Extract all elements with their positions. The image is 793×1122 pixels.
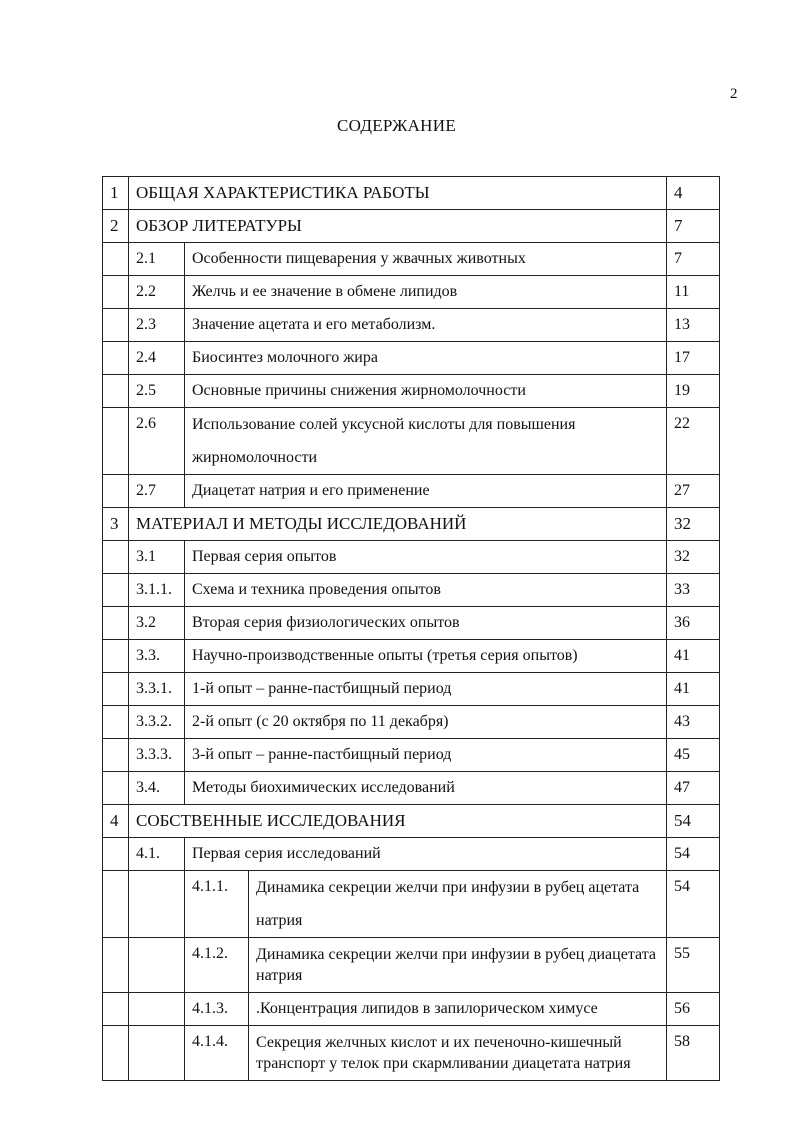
toc-row [103, 739, 720, 772]
toc-page: 4 [667, 177, 720, 210]
toc-number: 2.7 [129, 475, 185, 508]
toc-number: 4.1. [129, 838, 185, 871]
toc-page: 58 [667, 1026, 720, 1081]
toc-number: 3.3.1. [129, 673, 185, 706]
toc-page: 41 [667, 673, 720, 706]
page-number: 2 [730, 86, 738, 102]
toc-row [103, 309, 720, 342]
toc-row [103, 177, 720, 210]
toc-title: 2-й опыт (с 20 октября по 11 декабря) [185, 706, 667, 739]
toc-title: Желчь и ее значение в обмене липидов [185, 276, 667, 309]
toc-title: Динамика секреции желчи при инфузии в рубец ацетата натрия [249, 871, 667, 938]
toc-title: Первая серия исследований [185, 838, 667, 871]
toc-row [103, 706, 720, 739]
toc-title: Биосинтез молочного жира [185, 342, 667, 375]
toc-number: 2.3 [129, 309, 185, 342]
toc-title: Использование солей уксусной кислоты для повышения жирномолочности [185, 408, 667, 475]
toc-row [103, 805, 720, 838]
toc-page: 7 [667, 210, 720, 243]
toc-page: 54 [667, 805, 720, 838]
toc-row [103, 210, 720, 243]
toc-title: МАТЕРИАЛ И МЕТОДЫ ИССЛЕДОВАНИЙ [129, 508, 667, 541]
toc-page: 27 [667, 475, 720, 508]
toc-row [103, 993, 720, 1026]
toc-row [103, 1026, 720, 1081]
toc-title: Секреция желчных кислот и их печеночно-кишечный транспорт у телок при скармливании диацетата натрия [249, 1026, 667, 1081]
toc-number: 2.2 [129, 276, 185, 309]
toc-row [103, 541, 720, 574]
toc-row [103, 640, 720, 673]
toc-page: 13 [667, 309, 720, 342]
toc-title: Основные причины снижения жирномолочности [185, 375, 667, 408]
toc-row [103, 276, 720, 309]
toc-number: 3.1 [129, 541, 185, 574]
toc-page: 32 [667, 541, 720, 574]
toc-title: СОБСТВЕННЫЕ ИССЛЕДОВАНИЯ [129, 805, 667, 838]
toc-row [103, 871, 720, 938]
toc-title: 1-й опыт – ранне-пастбищный период [185, 673, 667, 706]
toc-title: Схема и техника проведения опытов [185, 574, 667, 607]
toc-row [103, 673, 720, 706]
toc-row [103, 375, 720, 408]
toc-number: 2 [103, 210, 129, 243]
toc-title: Значение ацетата и его метаболизм. [185, 309, 667, 342]
toc-number: 2.1 [129, 243, 185, 276]
toc-page: 41 [667, 640, 720, 673]
toc-page: 56 [667, 993, 720, 1026]
toc-number: 3.2 [129, 607, 185, 640]
toc-title: Диацетат натрия и его применение [185, 475, 667, 508]
toc-row [103, 938, 720, 993]
toc-row [103, 574, 720, 607]
toc-page: 32 [667, 508, 720, 541]
toc-title: Первая серия опытов [185, 541, 667, 574]
toc-number: 2.5 [129, 375, 185, 408]
toc-number: 4.1.4. [185, 1026, 249, 1081]
toc-number: 4 [103, 805, 129, 838]
toc-row [103, 408, 720, 475]
toc-row [103, 607, 720, 640]
toc-row [103, 243, 720, 276]
toc-page: 36 [667, 607, 720, 640]
toc-page: 17 [667, 342, 720, 375]
toc-page: 45 [667, 739, 720, 772]
toc-number: 3.3.3. [129, 739, 185, 772]
toc-number: 2.6 [129, 408, 185, 475]
toc-row [103, 342, 720, 375]
toc-title: Динамика секреции желчи при инфузии в рубец диацетата натрия [249, 938, 667, 993]
toc-number: 4.1.3. [185, 993, 249, 1026]
toc-page: 22 [667, 408, 720, 475]
toc-page: 43 [667, 706, 720, 739]
toc-row [103, 508, 720, 541]
toc-number: 3.4. [129, 772, 185, 805]
toc-title: Научно-производственные опыты (третья серия опытов) [185, 640, 667, 673]
toc-title: .Концентрация липидов в запилорическом химусе [249, 993, 667, 1026]
toc-number: 3.1.1. [129, 574, 185, 607]
toc-title: ОБЩАЯ ХАРАКТЕРИСТИКА РАБОТЫ [129, 177, 667, 210]
toc-page: 7 [667, 243, 720, 276]
toc-page: 19 [667, 375, 720, 408]
toc-title: 3-й опыт – ранне-пастбищный период [185, 739, 667, 772]
toc-title: Вторая серия физиологических опытов [185, 607, 667, 640]
toc-page: 54 [667, 838, 720, 871]
toc-number: 3.3. [129, 640, 185, 673]
page-title: СОДЕРЖАНИЕ [336, 116, 457, 135]
toc-number: 1 [103, 177, 129, 210]
toc-page: 33 [667, 574, 720, 607]
toc-title: ОБЗОР ЛИТЕРАТУРЫ [129, 210, 667, 243]
toc-page: 55 [667, 938, 720, 993]
toc-number: 3.3.2. [129, 706, 185, 739]
toc-number: 2.4 [129, 342, 185, 375]
toc-page: 47 [667, 772, 720, 805]
toc-table [102, 176, 720, 1081]
toc-title: Особенности пищеварения у жвачных животных [185, 243, 667, 276]
toc-number: 4.1.2. [185, 938, 249, 993]
toc-number: 4.1.1. [185, 871, 249, 938]
toc-number: 3 [103, 508, 129, 541]
toc-row [103, 475, 720, 508]
toc-title: Методы биохимических исследований [185, 772, 667, 805]
toc-page: 54 [667, 871, 720, 938]
toc-row [103, 838, 720, 871]
toc-page: 11 [667, 276, 720, 309]
toc-row [103, 772, 720, 805]
